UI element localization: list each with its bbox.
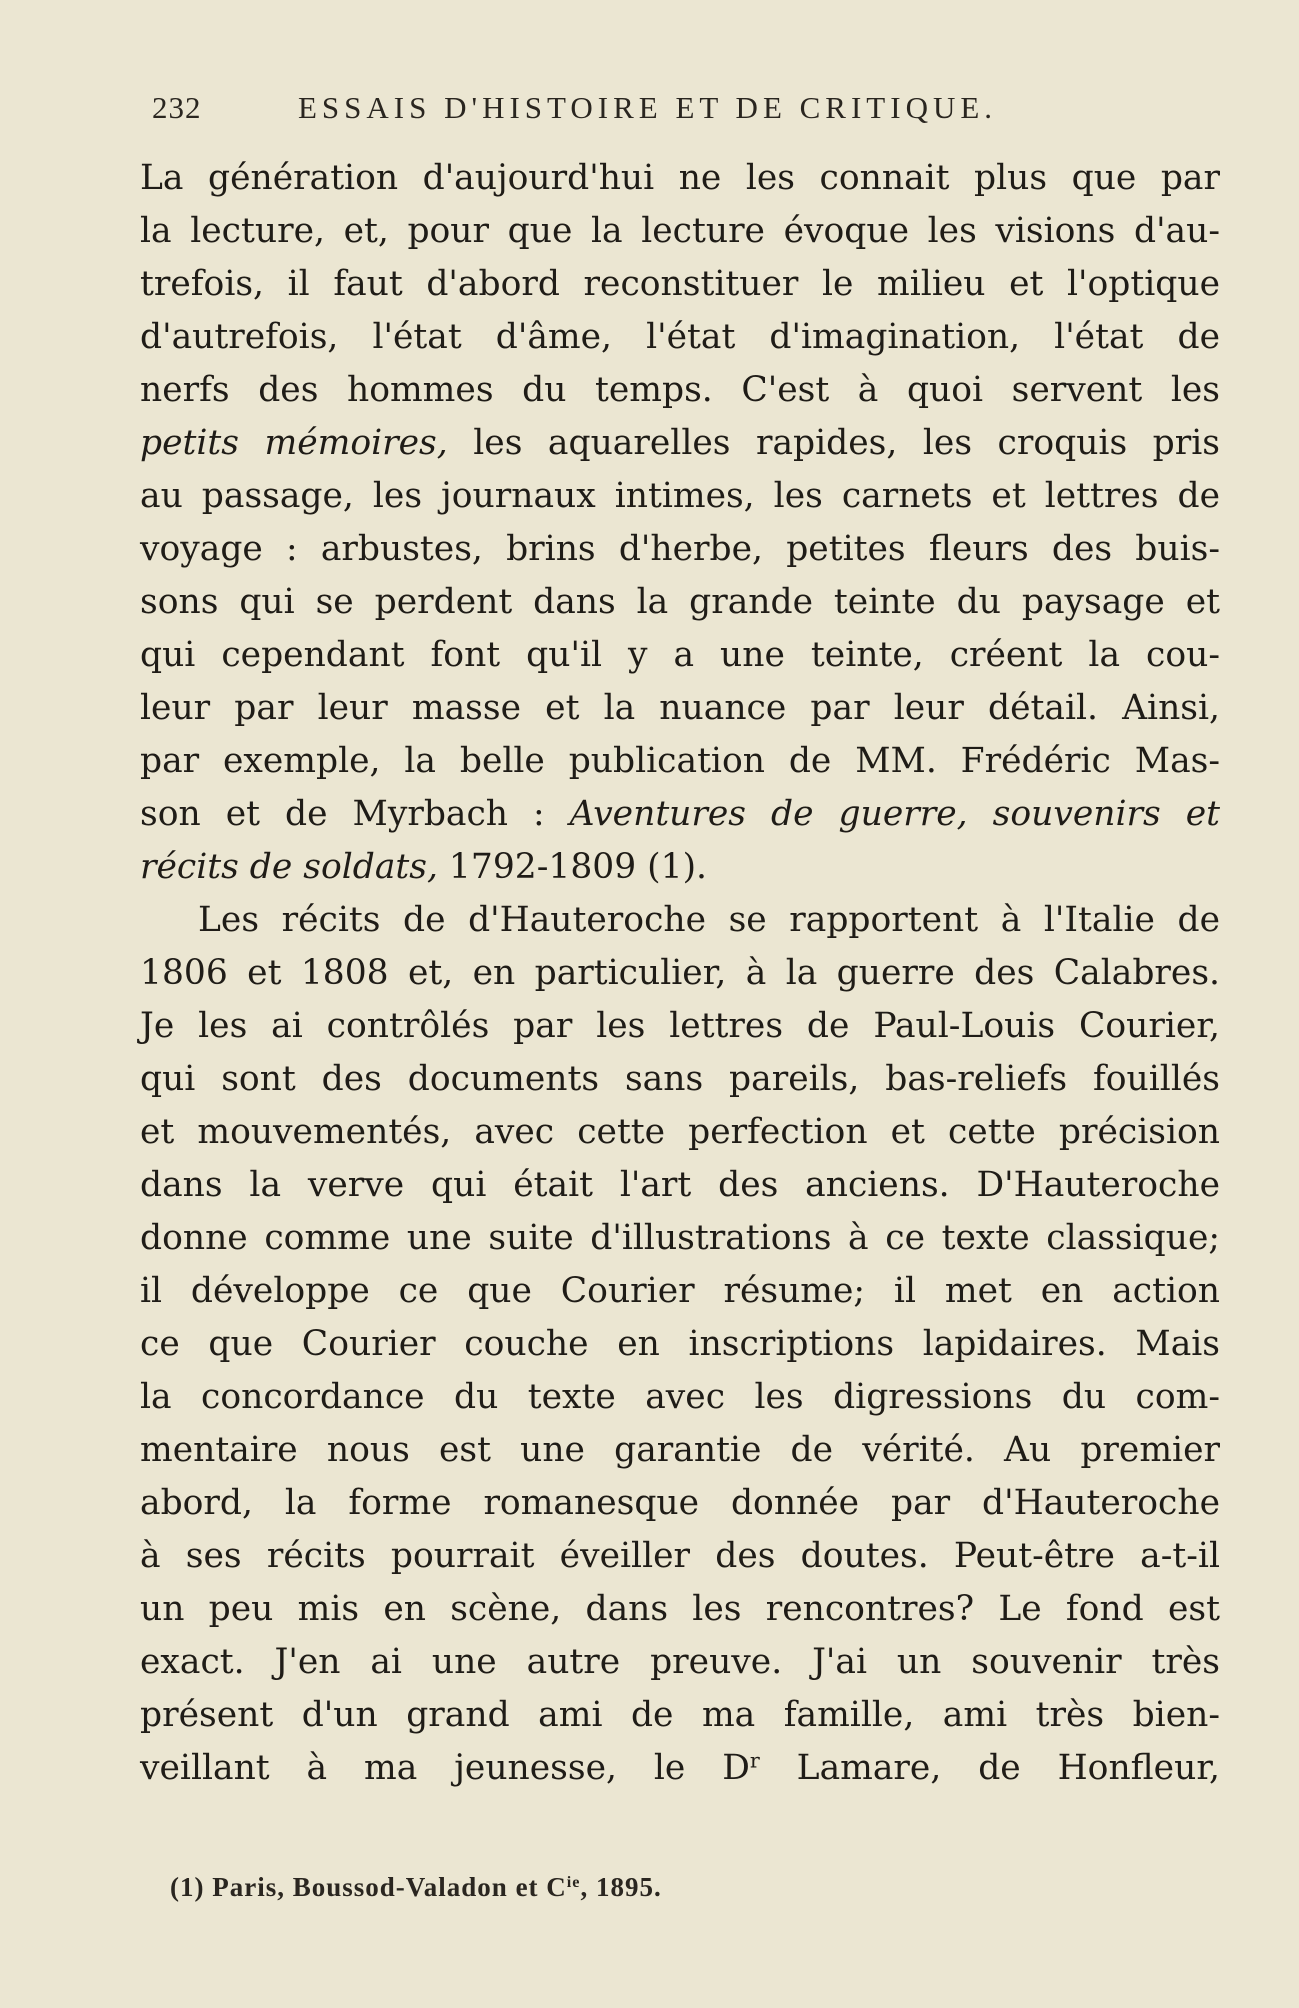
page-number: 232 <box>152 90 202 125</box>
text-line: Les récits de d'Hauteroche se rapportent à l'Italie de <box>198 900 1220 940</box>
text-line: qui cependant font qu'il y a une teinte, créent la cou- <box>140 635 1220 675</box>
text-line: par exemple, la belle publication de MM. Frédéric Mas- <box>140 741 1220 781</box>
text-line: au passage, les journaux intimes, les carnets et lettres de <box>140 476 1220 516</box>
text-line: sons qui se perdent dans la grande teinte du paysage et <box>140 582 1220 622</box>
italic-title: petits mémoires, <box>140 423 448 463</box>
italic-title: récits de soldats, <box>140 847 438 887</box>
italic-title: Aventures de guerre, souvenirs et <box>569 794 1220 834</box>
text-line: la lecture, et, pour que la lecture évoque les visions d'au- <box>140 211 1220 251</box>
text-line: abord, la forme romanesque donnée par d'Hauteroche <box>140 1483 1220 1523</box>
text-line: la concordance du texte avec les digressions du com- <box>140 1377 1220 1417</box>
text-line: un peu mis en scène, dans les rencontres? Le fond est <box>140 1589 1220 1629</box>
text-line: à ses récits pourrait éveiller des doutes. Peut-être a-t-il <box>140 1536 1220 1576</box>
text-line: nerfs des hommes du temps. C'est à quoi servent les <box>140 370 1220 410</box>
text-line: qui sont des documents sans pareils, bas-reliefs fouillés <box>140 1059 1220 1099</box>
text-line: dans la verve qui était l'art des anciens. D'Hauteroche <box>140 1165 1220 1205</box>
text-line: voyage : arbustes, brins d'herbe, petites fleurs des buis- <box>140 529 1220 569</box>
text-line: 1806 et 1808 et, en particulier, à la guerre des Calabres. <box>140 953 1220 993</box>
body-text <box>140 152 1220 1795</box>
footnote: (1) Paris, Boussod-Valadon et $C^{ie}$, 1895. <box>170 1872 662 1902</box>
text-line: exact. J'en ai une autre preuve. J'ai un souvenir très <box>140 1642 1220 1682</box>
text-line: mentaire nous est une garantie de vérité. Au premier <box>140 1430 1220 1470</box>
text-line: et mouvementés, avec cette perfection et cette précision <box>140 1112 1220 1152</box>
text-line: présent d'un grand ami de ma famille, ami très bien- <box>140 1695 1220 1735</box>
text-line: leur par leur masse et la nuance par leur détail. Ainsi, <box>140 688 1220 728</box>
text-line: petits mémoires, les aquarelles rapides, les croquis pris <box>140 423 1221 463</box>
text-line: veillant à ma jeunesse, le $D^r$ Lamare, de Honfleur, <box>140 1748 1220 1788</box>
text-line: d'autrefois, l'état d'âme, l'état d'imagination, l'état de <box>140 317 1220 357</box>
text-line: récits de soldats, 1792-1809 (1). <box>140 847 707 887</box>
text-line: donne comme une suite d'illustrations à ce texte classique; <box>140 1218 1220 1258</box>
running-title: ESSAIS D'HISTOIRE ET DE CRITIQUE. <box>298 90 998 125</box>
text-line: La génération d'aujourd'hui ne les connait plus que par <box>140 158 1220 198</box>
page-header <box>152 90 1152 130</box>
text-line: il développe ce que Courier résume; il met en action <box>140 1271 1220 1311</box>
text-line: son et de Myrbach : Aventures de guerre, souvenirs et <box>140 794 1220 834</box>
text-line: ce que Courier couche en inscriptions lapidaires. Mais <box>140 1324 1220 1364</box>
text-line: trefois, il faut d'abord reconstituer le milieu et l'optique <box>140 264 1220 304</box>
text-line: Je les ai contrôlés par les lettres de Paul-Louis Courier, <box>140 1006 1220 1046</box>
